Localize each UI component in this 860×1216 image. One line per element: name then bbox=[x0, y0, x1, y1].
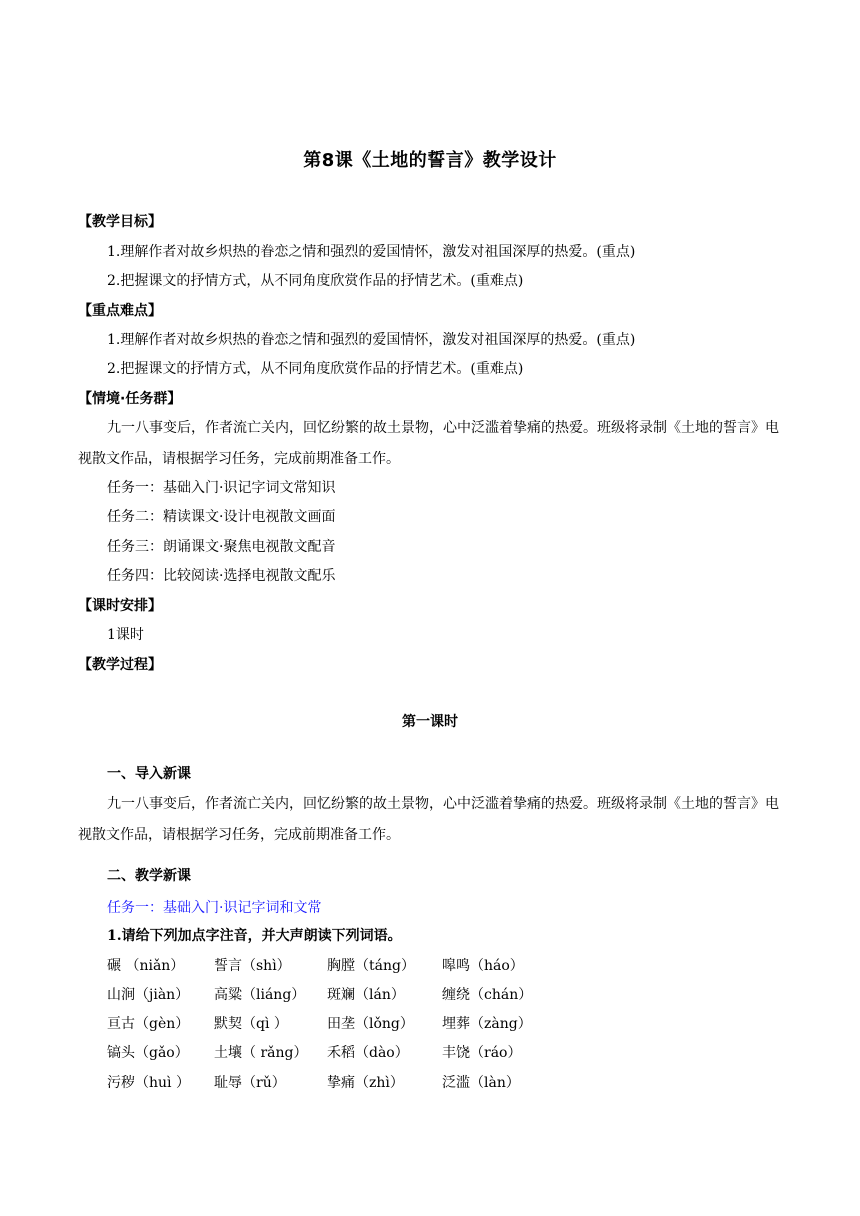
vocab-item: 嗥鸣（háo） bbox=[442, 958, 524, 974]
goal-item: 1.理解作者对故乡炽热的眷恋之情和强烈的爱国情怀，激发对祖国深厚的热爱。(重点) bbox=[107, 244, 636, 260]
vocab-item: 斑斓（lán） bbox=[327, 987, 405, 1003]
context-heading: 【情境·任务群】 bbox=[78, 391, 182, 407]
goal-item: 2.把握课文的抒情方式，从不同角度欣赏作品的抒情艺术。(重难点) bbox=[107, 273, 524, 289]
vocab-item: 埋葬（zàng） bbox=[442, 1016, 532, 1032]
vocab-item: 田垄（lǒng） bbox=[327, 1016, 414, 1032]
vocab-item: 泛滥（làn） bbox=[442, 1075, 520, 1091]
vocab-item: 镐头（gǎo） bbox=[107, 1045, 189, 1061]
keypoint-item: 2.把握课文的抒情方式，从不同角度欣赏作品的抒情艺术。(重难点) bbox=[107, 361, 524, 377]
vocab-item: 丰饶（ráo） bbox=[442, 1045, 522, 1061]
document-title: 第8课《土地的誓言》教学设计 bbox=[303, 150, 557, 171]
vocab-item: 高粱（liáng） bbox=[214, 987, 306, 1003]
vocab-item: 禾稻（dào） bbox=[327, 1045, 409, 1061]
question-text: 1.请给下列加点字注音，并大声朗读下列词语。 bbox=[107, 928, 402, 944]
vocab-item: 亘古（gèn） bbox=[107, 1016, 190, 1032]
section-heading: 一、导入新课 bbox=[107, 766, 191, 782]
task-title: 任务一：基础入门·识记字词和文常 bbox=[107, 900, 322, 916]
vocab-item: 缠绕（chán） bbox=[442, 987, 533, 1003]
vocab-item: 胸膛（táng） bbox=[327, 958, 415, 974]
task-item: 任务二：精读课文·设计电视散文画面 bbox=[107, 509, 336, 525]
keypoints-heading: 【重点难点】 bbox=[78, 303, 162, 319]
task-item: 任务一：基础入门·识记字词文常知识 bbox=[107, 480, 336, 496]
context-paragraph: 九一八事变后，作者流亡关内，回忆纷繁的故土景物，心中泛滥着挚痛的热爱。班级将录制《土地的誓言》电视散文作品，请根据学习任务，完成前期准备工作。 bbox=[78, 420, 779, 467]
section-heading: 二、教学新课 bbox=[107, 868, 191, 884]
task-item: 任务三：朗诵课文·聚焦电视散文配音 bbox=[107, 539, 336, 555]
vocab-item: 土壤（ rǎng） bbox=[214, 1045, 308, 1061]
process-heading: 【教学过程】 bbox=[78, 657, 162, 673]
schedule-heading: 【课时安排】 bbox=[78, 598, 162, 614]
vocab-item: 誓言（shì） bbox=[214, 958, 291, 974]
vocab-item: 挚痛（zhì） bbox=[327, 1075, 404, 1091]
schedule-value: 1课时 bbox=[107, 627, 144, 643]
goals-heading: 【教学目标】 bbox=[78, 214, 162, 230]
vocab-item: 耻辱（rǔ） bbox=[214, 1075, 286, 1091]
vocab-item: 污秽（huì ） bbox=[107, 1075, 190, 1091]
vocab-item: 山涧（jiàn） bbox=[107, 987, 190, 1003]
keypoint-item: 1.理解作者对故乡炽热的眷恋之情和强烈的爱国情怀，激发对祖国深厚的热爱。(重点) bbox=[107, 332, 636, 348]
vocab-item: 默契（qì ） bbox=[214, 1016, 288, 1032]
vocab-item: 碾 （niǎn） bbox=[107, 958, 185, 974]
period-title: 第一课时 bbox=[402, 714, 458, 730]
task-item: 任务四：比较阅读·选择电视散文配乐 bbox=[107, 568, 336, 584]
intro-paragraph: 九一八事变后，作者流亡关内，回忆纷繁的故土景物，心中泛滥着挚痛的热爱。班级将录制《土地的誓言》电视散文作品，请根据学习任务，完成前期准备工作。 bbox=[78, 796, 779, 843]
